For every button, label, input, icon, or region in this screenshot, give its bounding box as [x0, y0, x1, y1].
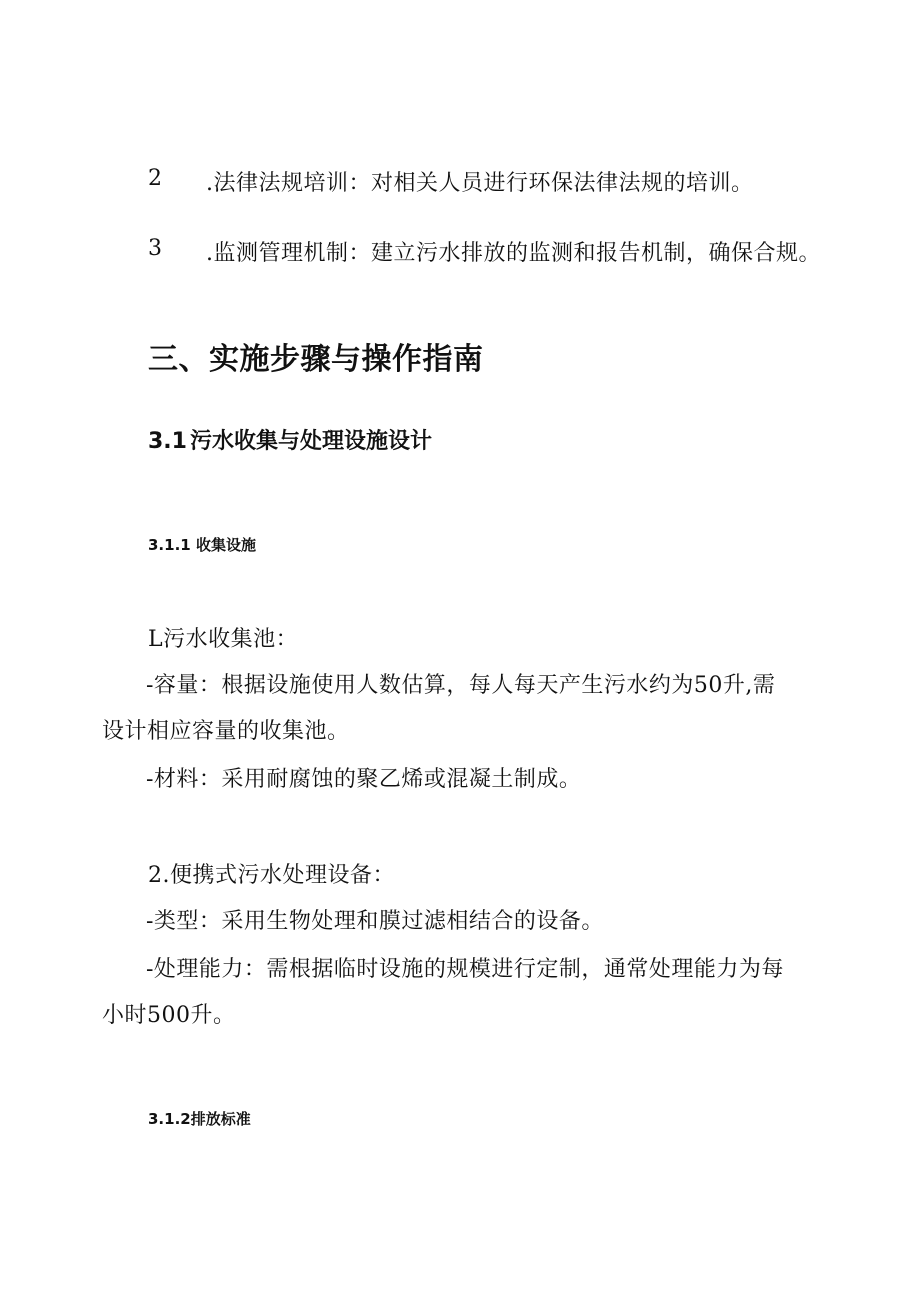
item-line: -处理能力：需根据临时设施的规模进行定制，通常处理能力为每 [146, 957, 784, 982]
section-title: 三、实施步骤与操作指南 [148, 342, 484, 377]
list-item-number: 2 [148, 166, 162, 191]
subsection-heading [148, 424, 432, 455]
subsubsection-heading [148, 534, 256, 555]
list-item-text: .法律法规培训：对相关人员进行环保法律法规的培训。 [206, 171, 754, 196]
subsubsection-number: 3.1.1 [148, 536, 191, 554]
item-line: 设计相应容量的收集池。 [102, 719, 350, 744]
subsection-number: 3.1 [148, 429, 187, 454]
item-title: L污水收集池： [148, 627, 299, 652]
list-item-number: 3 [148, 236, 162, 261]
item-line: 小时500升。 [102, 1003, 236, 1028]
subsubsection-title: 收集设施 [196, 536, 257, 554]
item-title: 2.便携式污水处理设备： [148, 863, 395, 888]
item-line: -类型：采用生物处理和膜过滤相结合的设备。 [146, 909, 604, 934]
item-line: -容量：根据设施使用人数估算，每人每天产生污水约为50升,需 [146, 673, 776, 698]
list-item-text: .监测管理机制：建立污水排放的监测和报告机制，确保合规。 [206, 241, 821, 266]
item-line: -材料：采用耐腐蚀的聚乙烯或混凝土制成。 [146, 767, 582, 792]
subsection-title: 污水收集与处理设施设计 [190, 429, 433, 454]
subsubsection-heading: 3.1.2排放标准 [148, 1110, 251, 1128]
